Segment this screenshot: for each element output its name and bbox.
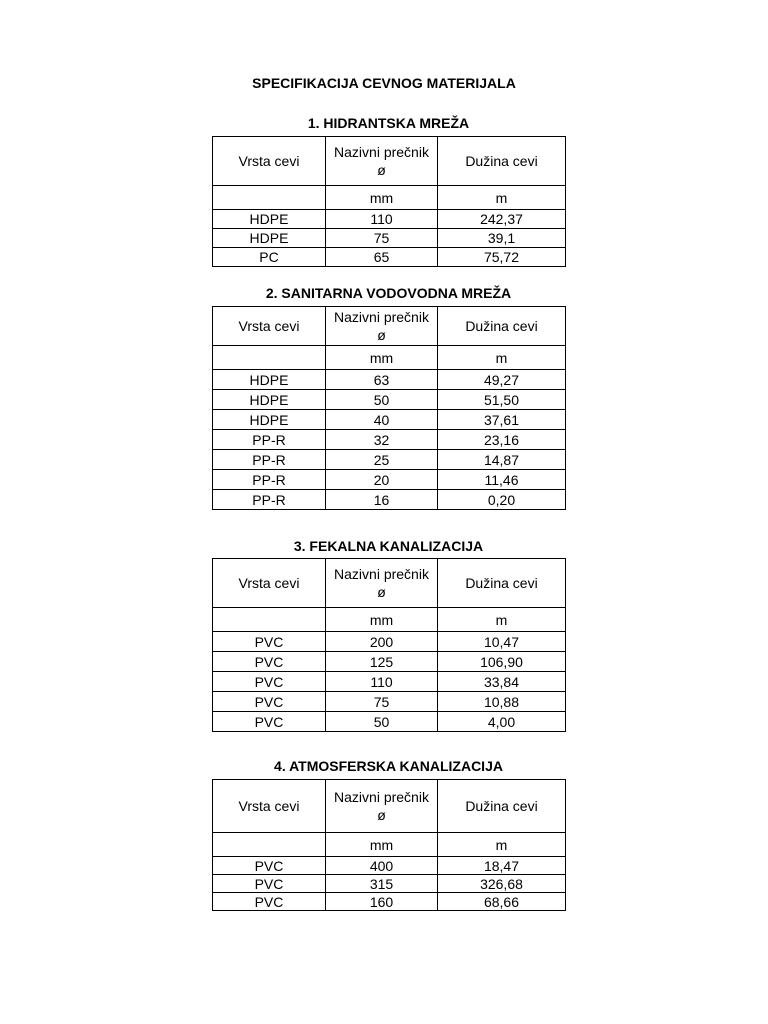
- cell-nominal-diameter: 400: [326, 857, 438, 875]
- table-row: [213, 210, 566, 229]
- cell-pipe-type: PP-R: [213, 430, 326, 450]
- cell-nominal-diameter: 20: [326, 470, 438, 490]
- cell-nominal-diameter: 160: [326, 893, 438, 911]
- cell-pipe-type: PVC: [213, 712, 326, 732]
- section-title: 2. SANITARNA VODOVODNA MREŽA: [265, 285, 512, 301]
- cell-pipe-type: PP-R: [213, 490, 326, 510]
- table-row: [213, 893, 566, 911]
- cell-pipe-type: PVC: [213, 875, 326, 893]
- cell-pipe-length: 23,16: [438, 430, 566, 450]
- cell-pipe-length: 18,47: [438, 857, 566, 875]
- unit-pipe-type: [213, 346, 326, 370]
- unit-diameter: mm: [326, 186, 438, 210]
- unit-length: m: [438, 608, 566, 632]
- cell-nominal-diameter: 110: [326, 672, 438, 692]
- table-row: [213, 857, 566, 875]
- table-header-row: [213, 137, 566, 186]
- cell-nominal-diameter: 200: [326, 632, 438, 652]
- header-diameter-label: Nazivni prečnik: [334, 788, 429, 805]
- cell-pipe-type: HDPE: [213, 390, 326, 410]
- diameter-symbol: ø: [377, 162, 386, 178]
- cell-nominal-diameter: 75: [326, 692, 438, 712]
- cell-pipe-length: 4,00: [438, 712, 566, 732]
- table-row: [213, 410, 566, 430]
- table-row: [213, 692, 566, 712]
- section-title: 1. HIDRANTSKA MREŽA: [307, 115, 470, 131]
- header-pipe-type: Vrsta cevi: [213, 559, 326, 608]
- unit-diameter: mm: [326, 608, 438, 632]
- section-title: 4. ATMOSFERSKA KANALIZACIJA: [274, 758, 503, 774]
- table-row: [213, 652, 566, 672]
- cell-pipe-type: PVC: [213, 632, 326, 652]
- spec-table: [212, 779, 566, 911]
- cell-pipe-length: 14,87: [438, 450, 566, 470]
- cell-pipe-length: 11,46: [438, 470, 566, 490]
- units-row: [213, 346, 566, 370]
- units-row: [213, 186, 566, 210]
- document-title: SPECIFIKACIJA CEVNOG MATERIJALA: [252, 75, 516, 91]
- cell-pipe-length: 75,72: [438, 248, 566, 267]
- cell-pipe-type: PVC: [213, 652, 326, 672]
- header-diameter-label: Nazivni prečnik: [334, 308, 429, 325]
- diameter-symbol: ø: [377, 327, 386, 343]
- header-nominal-diameter: [326, 780, 438, 833]
- header-pipe-type: Vrsta cevi: [213, 780, 326, 833]
- header-pipe-length: Dužina cevi: [438, 780, 566, 833]
- cell-pipe-length: 10,47: [438, 632, 566, 652]
- section-title: 3. FEKALNA KANALIZACIJA: [293, 538, 484, 554]
- header-pipe-type: Vrsta cevi: [213, 137, 326, 186]
- cell-pipe-type: PP-R: [213, 450, 326, 470]
- spec-table: [212, 306, 566, 510]
- cell-nominal-diameter: 50: [326, 390, 438, 410]
- table-row: [213, 370, 566, 390]
- table-row: [213, 632, 566, 652]
- header-nominal-diameter: [326, 307, 438, 346]
- cell-pipe-length: 0,20: [438, 490, 566, 510]
- unit-length: m: [438, 186, 566, 210]
- cell-nominal-diameter: 63: [326, 370, 438, 390]
- header-pipe-length: Dužina cevi: [438, 559, 566, 608]
- cell-nominal-diameter: 50: [326, 712, 438, 732]
- cell-nominal-diameter: 25: [326, 450, 438, 470]
- cell-pipe-type: PP-R: [213, 470, 326, 490]
- unit-pipe-type: [213, 833, 326, 857]
- table-row: [213, 490, 566, 510]
- cell-nominal-diameter: 65: [326, 248, 438, 267]
- cell-pipe-type: HDPE: [213, 210, 326, 229]
- cell-pipe-type: HDPE: [213, 410, 326, 430]
- cell-nominal-diameter: 315: [326, 875, 438, 893]
- cell-nominal-diameter: 32: [326, 430, 438, 450]
- header-diameter-label: Nazivni prečnik: [334, 143, 429, 160]
- table-row: [213, 229, 566, 248]
- header-nominal-diameter: [326, 559, 438, 608]
- cell-pipe-type: HDPE: [213, 370, 326, 390]
- cell-pipe-type: PC: [213, 248, 326, 267]
- header-pipe-length: Dužina cevi: [438, 137, 566, 186]
- cell-pipe-length: 39,1: [438, 229, 566, 248]
- unit-pipe-type: [213, 186, 326, 210]
- unit-length: m: [438, 833, 566, 857]
- cell-pipe-length: 106,90: [438, 652, 566, 672]
- cell-nominal-diameter: 125: [326, 652, 438, 672]
- header-nominal-diameter: [326, 137, 438, 186]
- table-row: [213, 430, 566, 450]
- unit-diameter: mm: [326, 833, 438, 857]
- table-header-row: [213, 780, 566, 833]
- header-diameter-label: Nazivni prečnik: [334, 565, 429, 582]
- unit-pipe-type: [213, 608, 326, 632]
- cell-nominal-diameter: 16: [326, 490, 438, 510]
- diameter-symbol: ø: [377, 807, 386, 823]
- spec-table: [212, 136, 566, 267]
- cell-pipe-length: 68,66: [438, 893, 566, 911]
- cell-nominal-diameter: 40: [326, 410, 438, 430]
- cell-pipe-type: PVC: [213, 692, 326, 712]
- unit-diameter: mm: [326, 346, 438, 370]
- cell-pipe-length: 49,27: [438, 370, 566, 390]
- unit-length: m: [438, 346, 566, 370]
- cell-pipe-type: HDPE: [213, 229, 326, 248]
- table-row: [213, 450, 566, 470]
- cell-pipe-length: 10,88: [438, 692, 566, 712]
- table-header-row: [213, 559, 566, 608]
- cell-pipe-type: PVC: [213, 893, 326, 911]
- cell-pipe-length: 242,37: [438, 210, 566, 229]
- table-row: [213, 875, 566, 893]
- cell-pipe-type: PVC: [213, 672, 326, 692]
- header-pipe-type: Vrsta cevi: [213, 307, 326, 346]
- cell-pipe-length: 51,50: [438, 390, 566, 410]
- cell-pipe-length: 33,84: [438, 672, 566, 692]
- header-pipe-length: Dužina cevi: [438, 307, 566, 346]
- table-row: [213, 672, 566, 692]
- table-row: [213, 712, 566, 732]
- table-row: [213, 390, 566, 410]
- table-row: [213, 470, 566, 490]
- diameter-symbol: ø: [377, 584, 386, 600]
- cell-pipe-length: 37,61: [438, 410, 566, 430]
- cell-nominal-diameter: 110: [326, 210, 438, 229]
- cell-pipe-length: 326,68: [438, 875, 566, 893]
- units-row: [213, 608, 566, 632]
- table-header-row: [213, 307, 566, 346]
- cell-pipe-type: PVC: [213, 857, 326, 875]
- units-row: [213, 833, 566, 857]
- cell-nominal-diameter: 75: [326, 229, 438, 248]
- table-row: [213, 248, 566, 267]
- spec-table: [212, 558, 566, 732]
